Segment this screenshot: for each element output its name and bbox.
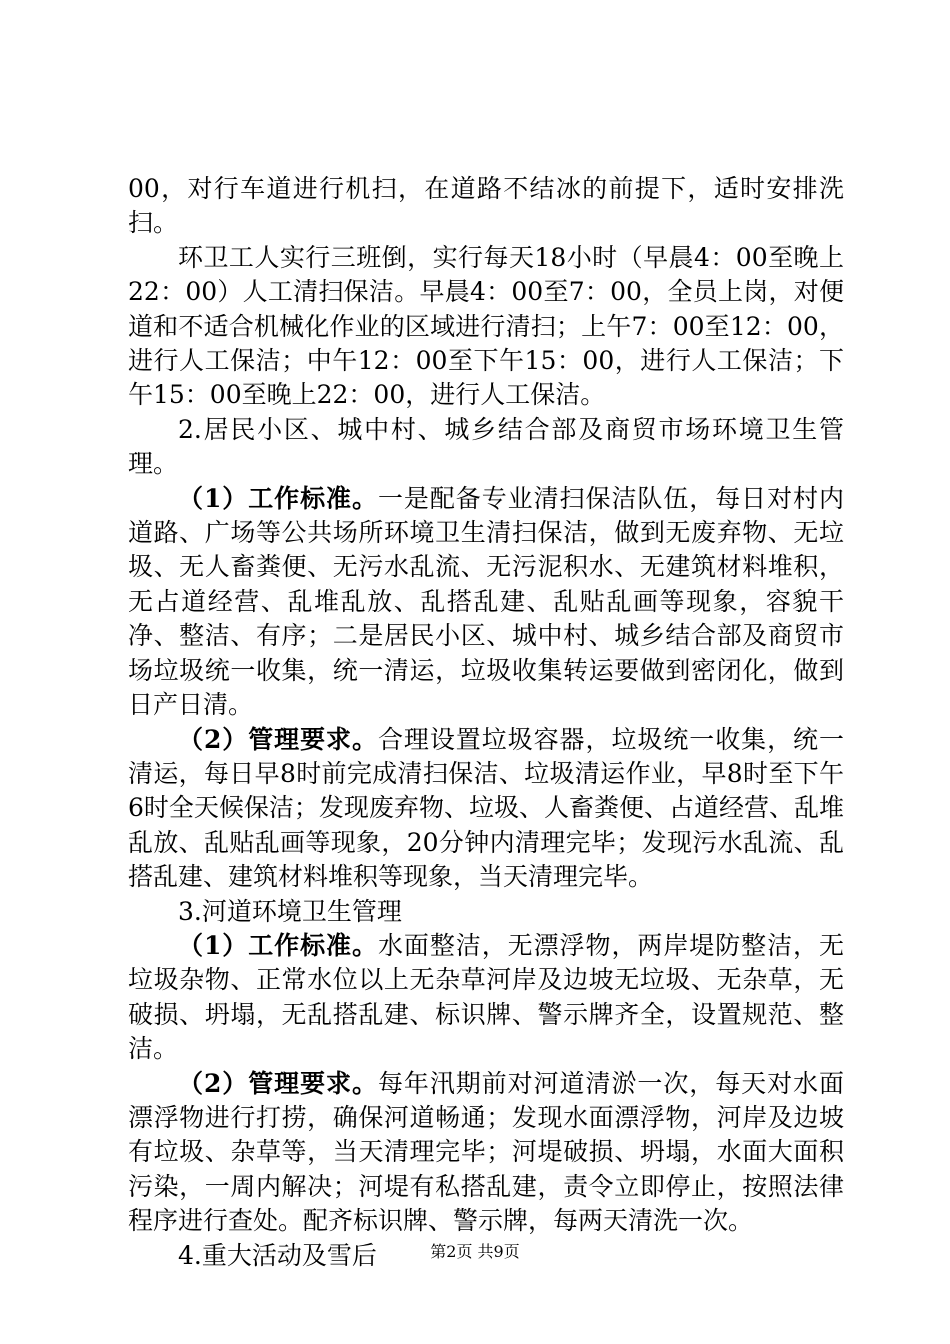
page-number: 第2页 共9页 [430, 1242, 520, 1261]
paragraph-management-requirement-1 [128, 723, 844, 895]
paragraph-lead: （1）工作标准。 [178, 483, 378, 513]
paragraph-text: 一是配备专业清扫保洁队伍，每日对村内道路、广场等公共场所环境卫生清扫保洁，做到无废弃物、无垃圾、无人畜粪便、无污水乱流、无污泥积水、无建筑材料堆积，无占道经营、乱堆乱放、乱搭乱建、乱贴乱画等现象，容貌干净、整洁、有序；二是居民小区、城中村、城乡结合部及商贸市场垃圾统一收集，统一清运，垃圾收集转运要做到密闭化，做到日产日清。 [128, 483, 844, 720]
paragraph-text: 环卫工人实行三班倒，实行每天18小时（早晨4：00至晚上22：00）人工清扫保洁。早晨4：00至7：00，全员上岗，对便道和不适合机械化作业的区域进行清扫；上午7：00至12：00，进行人工保洁；中午12：00至下午15：00，进行人工保洁；下午15：00至晚上22：00，进行人工保洁。 [128, 242, 844, 410]
paragraph-management-requirement-2 [128, 1067, 844, 1239]
document-body [128, 172, 844, 1273]
paragraph-text: 水面整洁，无漂浮物，两岸堤防整洁，无垃圾杂物、正常水位以上无杂草河岸及边坡无垃圾、无杂草，无破损、坍塌，无乱搭乱建、标识牌、警示牌齐全，设置规范、整洁。 [128, 930, 844, 1064]
section-heading-2 [128, 413, 844, 482]
paragraph-lead: （2）管理要求。 [178, 1068, 378, 1098]
paragraph-work-standard-1 [128, 482, 844, 723]
paragraph-work-standard-2 [128, 929, 844, 1067]
page-footer [0, 1242, 950, 1262]
paragraph-text: 合理设置垃圾容器，垃圾统一收集，统一清运，每日早8时前完成清扫保洁、垃圾清运作业，早8时至下午6时全天候保洁；发现废弃物、垃圾、人畜粪便、占道经营、乱堆乱放、乱贴乱画等现象，20分钟内清理完毕；发现污水乱流、乱搭乱建、建筑材料堆积等现象，当天清理完毕。 [128, 724, 844, 892]
paragraph-text: 2.居民小区、城中村、城乡结合部及商贸市场环境卫生管理。 [128, 414, 844, 479]
paragraph-text: 4.重大活动及雪后 [178, 1240, 377, 1270]
paragraph-text: 3.河道环境卫生管理 [178, 896, 402, 926]
paragraph-lead: （1）工作标准。 [178, 930, 378, 960]
section-heading-3 [128, 895, 844, 929]
paragraph-continuation [128, 172, 844, 241]
paragraph-text: 00，对行车道进行机扫，在道路不结冰的前提下，适时安排洗扫。 [128, 174, 844, 238]
paragraph-text: 每年汛期前对河道清淤一次，每天对水面漂浮物进行打捞，确保河道畅通；发现水面漂浮物，河岸及边坡有垃圾、杂草等，当天清理完毕；河堤破损、坍塌，水面大面积污染，一周内解决；河堤有私搭乱建，责令立即停止，按照法律程序进行查处。配齐标识牌、警示牌，每两天清洗一次。 [128, 1068, 844, 1236]
paragraph-sanitation-shifts [128, 241, 844, 413]
paragraph-lead: （2）管理要求。 [178, 724, 378, 754]
